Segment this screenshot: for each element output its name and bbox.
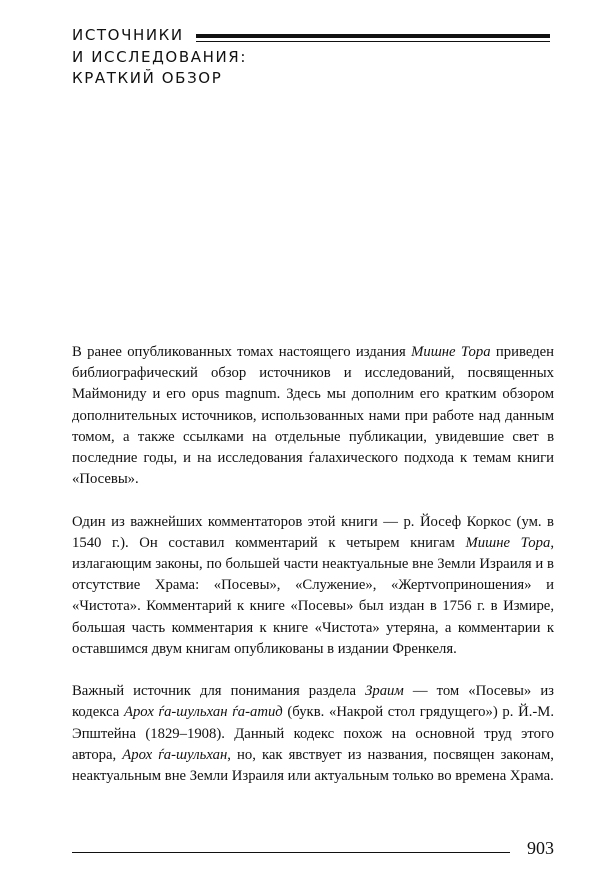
chapter-title-line: КРАТКИЙ ОБЗОР [72,69,223,87]
text-run: В ранее опубликованных томах настоящего издания [72,344,412,360]
paragraph [72,681,554,787]
page-number: 903 [527,838,554,858]
chapter-title [72,25,492,90]
italic-run: Арох ѓа-шульхан [122,746,228,763]
italic-run: Мишне Тора [411,344,491,360]
chapter-title-line: И ИССЛЕДОВАНИЯ: [72,47,247,66]
paragraph [72,512,554,660]
text-run: — том «Посевы» из кодекса [72,683,554,721]
italic-run: Зраим [365,683,404,700]
footer-rule [72,852,510,853]
italic-run: Арох ѓа-шульхан ѓа-атид [123,704,283,721]
paragraph [72,342,554,490]
chapter-title-line: ИСТОЧНИКИ [72,25,190,47]
text-run: (букв. «Накрой стол грядущего») р. Й.-М. Эпштейна (1829–1908). Данный кодекс похож на основной труд этого автора, [72,704,554,763]
body-text [72,342,554,808]
text-run: Один из важнейших комментаторов этой книги — р. Йосеф Коркос (ум. в 1540 г.). Он составил комментарий к четырем книгам [72,513,554,551]
text-run: Важный источник для понимания раздела [72,683,366,700]
text-run: , но, как явствует из названия, посвящен законам, неактуальным вне Земли Израиля или актуальным только во времена Храма. [72,746,554,785]
italic-run: Мишне Тора [465,534,551,551]
text-run: , излагающим законы, по большей части неактуальные вне Земли Израиля и в отсутствие Храма: «Посевы», «Служение», «Жертvоприношения» и «Чистота». Комментарий к книге «Посевы» был издан в 1756 г. в Измире, большая часть комментария к книге «Чистота» утеряна, а комментарии к оставшимся двум книгам опубликованы в издании Френкеля. [72,534,555,657]
text-run: приведен библиографический обзор источников и исследований, посвященных Маймониду и его opus magnum. Здесь мы дополним его кратким обзором дополнительных источников, использованных нами при работе над данным томом, а также ссылками на отдельные публикации, увидевшие свет в последние годы, и на исследования ѓалахического подхода к темам книги «Посевы». [72,344,555,488]
